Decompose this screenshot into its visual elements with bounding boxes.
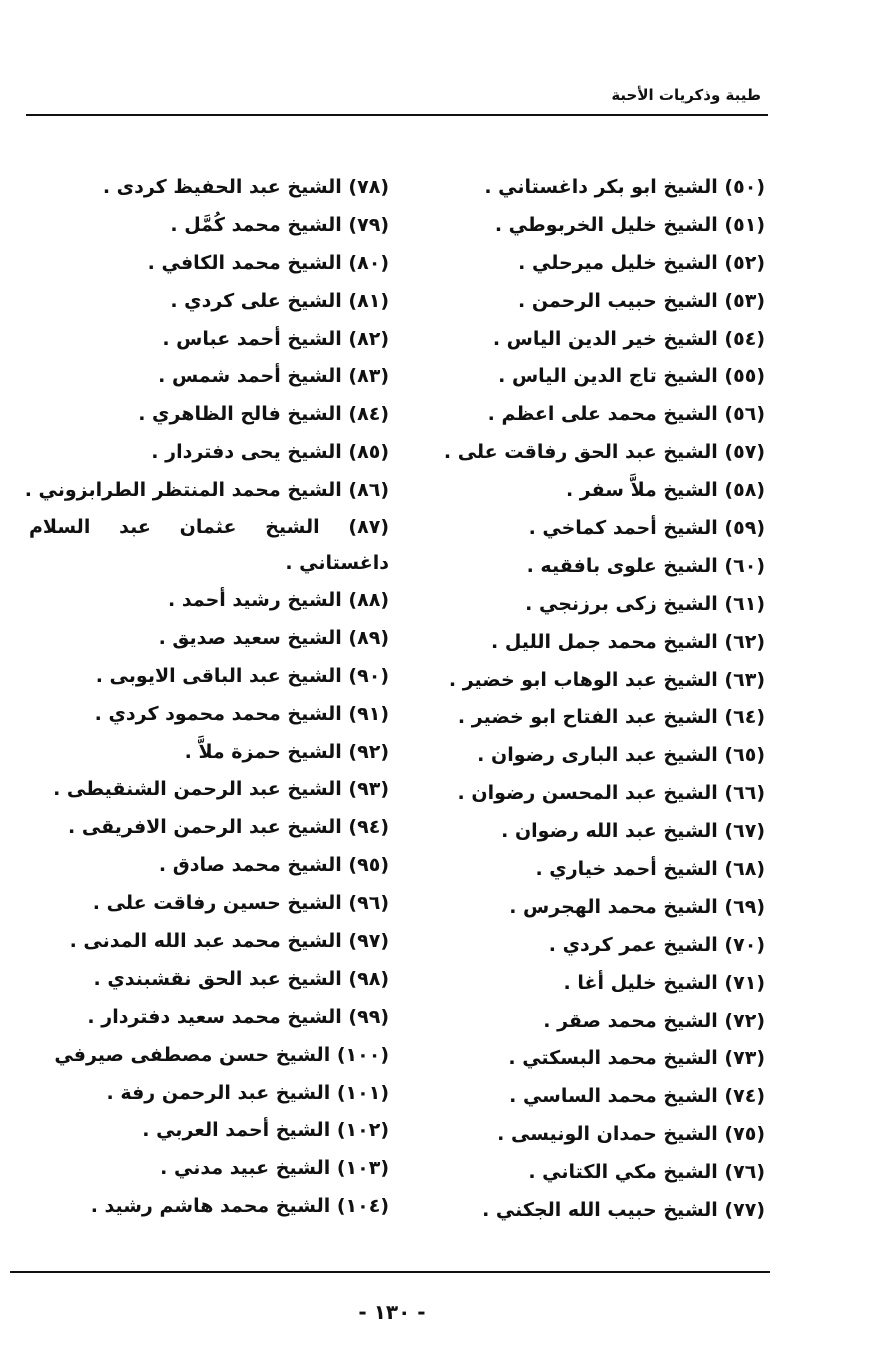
list-item: (٩٥) الشيخ محمد صادق .	[158, 854, 389, 877]
list-item: (٦٧) الشيخ عبد الله رضوان .	[501, 820, 765, 843]
list-item: (٥٨) الشيخ ملاَّ سفر .	[565, 479, 765, 502]
list-item: (٧١) الشيخ خليل أغا .	[563, 971, 765, 994]
list-item: (٥٢) الشيخ خليل ميرحلي .	[518, 251, 765, 274]
list-item: (٧٩) الشيخ محمد كُمَّل .	[170, 213, 389, 236]
header-divider	[26, 114, 768, 116]
list-item: (٨٢) الشيخ أحمد عباس .	[162, 327, 389, 350]
list-item: (١٠٢) الشيخ أحمد العربي .	[142, 1119, 389, 1142]
list-item: (٨٩) الشيخ سعيد صديق .	[158, 626, 389, 649]
names-list-right-column	[435, 169, 765, 1230]
list-item: (٦٣) الشيخ عبد الوهاب ابو خضير .	[448, 668, 765, 691]
list-item: (٦٢) الشيخ محمد جمل الليل .	[491, 630, 765, 653]
list-item: (٩٨) الشيخ عبد الحق نقشبندي .	[93, 967, 389, 990]
list-item: (٨٣) الشيخ أحمد شمس .	[158, 365, 389, 388]
list-item: (٥٤) الشيخ خير الدين الياس .	[492, 327, 765, 350]
list-item: (٩٣) الشيخ عبد الرحمن الشنقيطى .	[53, 778, 389, 801]
list-item: (١٠٤) الشيخ محمد هاشم رشيد .	[90, 1195, 389, 1218]
list-item: (٥٩) الشيخ أحمد كماخي .	[528, 517, 765, 540]
list-item: (٩٩) الشيخ محمد سعيد دفتردار .	[87, 1005, 389, 1028]
list-item: (٧٠) الشيخ عمر كردي .	[548, 933, 765, 956]
list-item: (٩٦) الشيخ حسين رفاقت على .	[92, 892, 389, 915]
list-item: (٥٦) الشيخ محمد على اعظم .	[487, 403, 765, 426]
page-number: - ١٣٠ -	[358, 1300, 426, 1324]
list-item: (٥٣) الشيخ حبيب الرحمن .	[518, 289, 765, 312]
list-item: (٦٠) الشيخ علوى بافقيه .	[526, 554, 765, 577]
list-item: (٧٣) الشيخ محمد البسكتي .	[508, 1047, 765, 1070]
list-item: (٨٦) الشيخ محمد المنتظر الطرابزوني .	[24, 479, 389, 502]
list-item: (٧٥) الشيخ حمدان الونيسى .	[497, 1123, 765, 1146]
list-item: (٧٤) الشيخ محمد الساسي .	[509, 1085, 765, 1108]
list-item: (٦٥) الشيخ عبد البارى رضوان .	[477, 744, 765, 767]
list-item: (٩٠) الشيخ عبد الباقى الايوبى .	[95, 664, 389, 687]
list-item: (٧٢) الشيخ محمد صقر .	[543, 1009, 765, 1032]
list-item: (٦٨) الشيخ أحمد خياري .	[535, 858, 765, 881]
list-item: (٥٥) الشيخ تاج الدين الياس .	[498, 365, 765, 388]
list-item: (٧٦) الشيخ مكي الكتاني .	[528, 1161, 765, 1184]
list-item: (٦١) الشيخ زكى برزنجي .	[525, 592, 765, 615]
footer-divider	[10, 1271, 770, 1273]
list-item: (٧٧) الشيخ حبيب الله الجكني .	[482, 1199, 765, 1222]
list-item: (١٠١) الشيخ عبد الرحمن رفة .	[106, 1081, 389, 1104]
list-item: (٨١) الشيخ على كردي .	[170, 289, 389, 312]
list-item: (٦٦) الشيخ عبد المحسن رضوان .	[457, 782, 765, 805]
list-item: (٥١) الشيخ خليل الخربوطي .	[494, 213, 765, 236]
list-item: (٩٧) الشيخ محمد عبد الله المدنى .	[69, 930, 389, 953]
list-item: (١٠٠) الشيخ حسن مصطفى صيرفي	[54, 1043, 389, 1066]
list-item: (٨٥) الشيخ يحى دفتردار .	[151, 441, 389, 464]
list-item: (١٠٣) الشيخ عبيد مدني .	[160, 1157, 389, 1180]
list-item: (٥٠) الشيخ ابو بكر داغستاني .	[484, 176, 765, 198]
list-item: (٩١) الشيخ محمد محمود كردي .	[94, 702, 389, 725]
list-item: (٧٨) الشيخ عبد الحفيظ كردى .	[102, 176, 389, 198]
list-item: (٩٤) الشيخ عبد الرحمن الافريقى .	[68, 816, 389, 839]
list-item: (٩٢) الشيخ حمزة ملاَّ .	[184, 740, 389, 763]
list-item: (٨٨) الشيخ رشيد أحمد .	[168, 589, 389, 612]
names-list-left-column	[24, 169, 389, 1226]
list-item: (٨٧) الشيخ عثمان عبد السلام	[29, 516, 389, 539]
list-item: (٨٠) الشيخ محمد الكافي .	[147, 251, 389, 274]
list-item: (٦٤) الشيخ عبد الفتاح ابو خضير .	[457, 706, 765, 729]
list-item: (٦٩) الشيخ محمد الهجرس .	[509, 895, 765, 918]
list-item: (٨٤) الشيخ فالح الظاهري .	[138, 403, 389, 426]
list-item: (٥٧) الشيخ عبد الحق رفاقت على .	[443, 441, 765, 464]
list-item-continuation: داغستاني .	[285, 552, 389, 575]
running-header-title: طيبة وذكريات الأحبة	[611, 86, 761, 104]
